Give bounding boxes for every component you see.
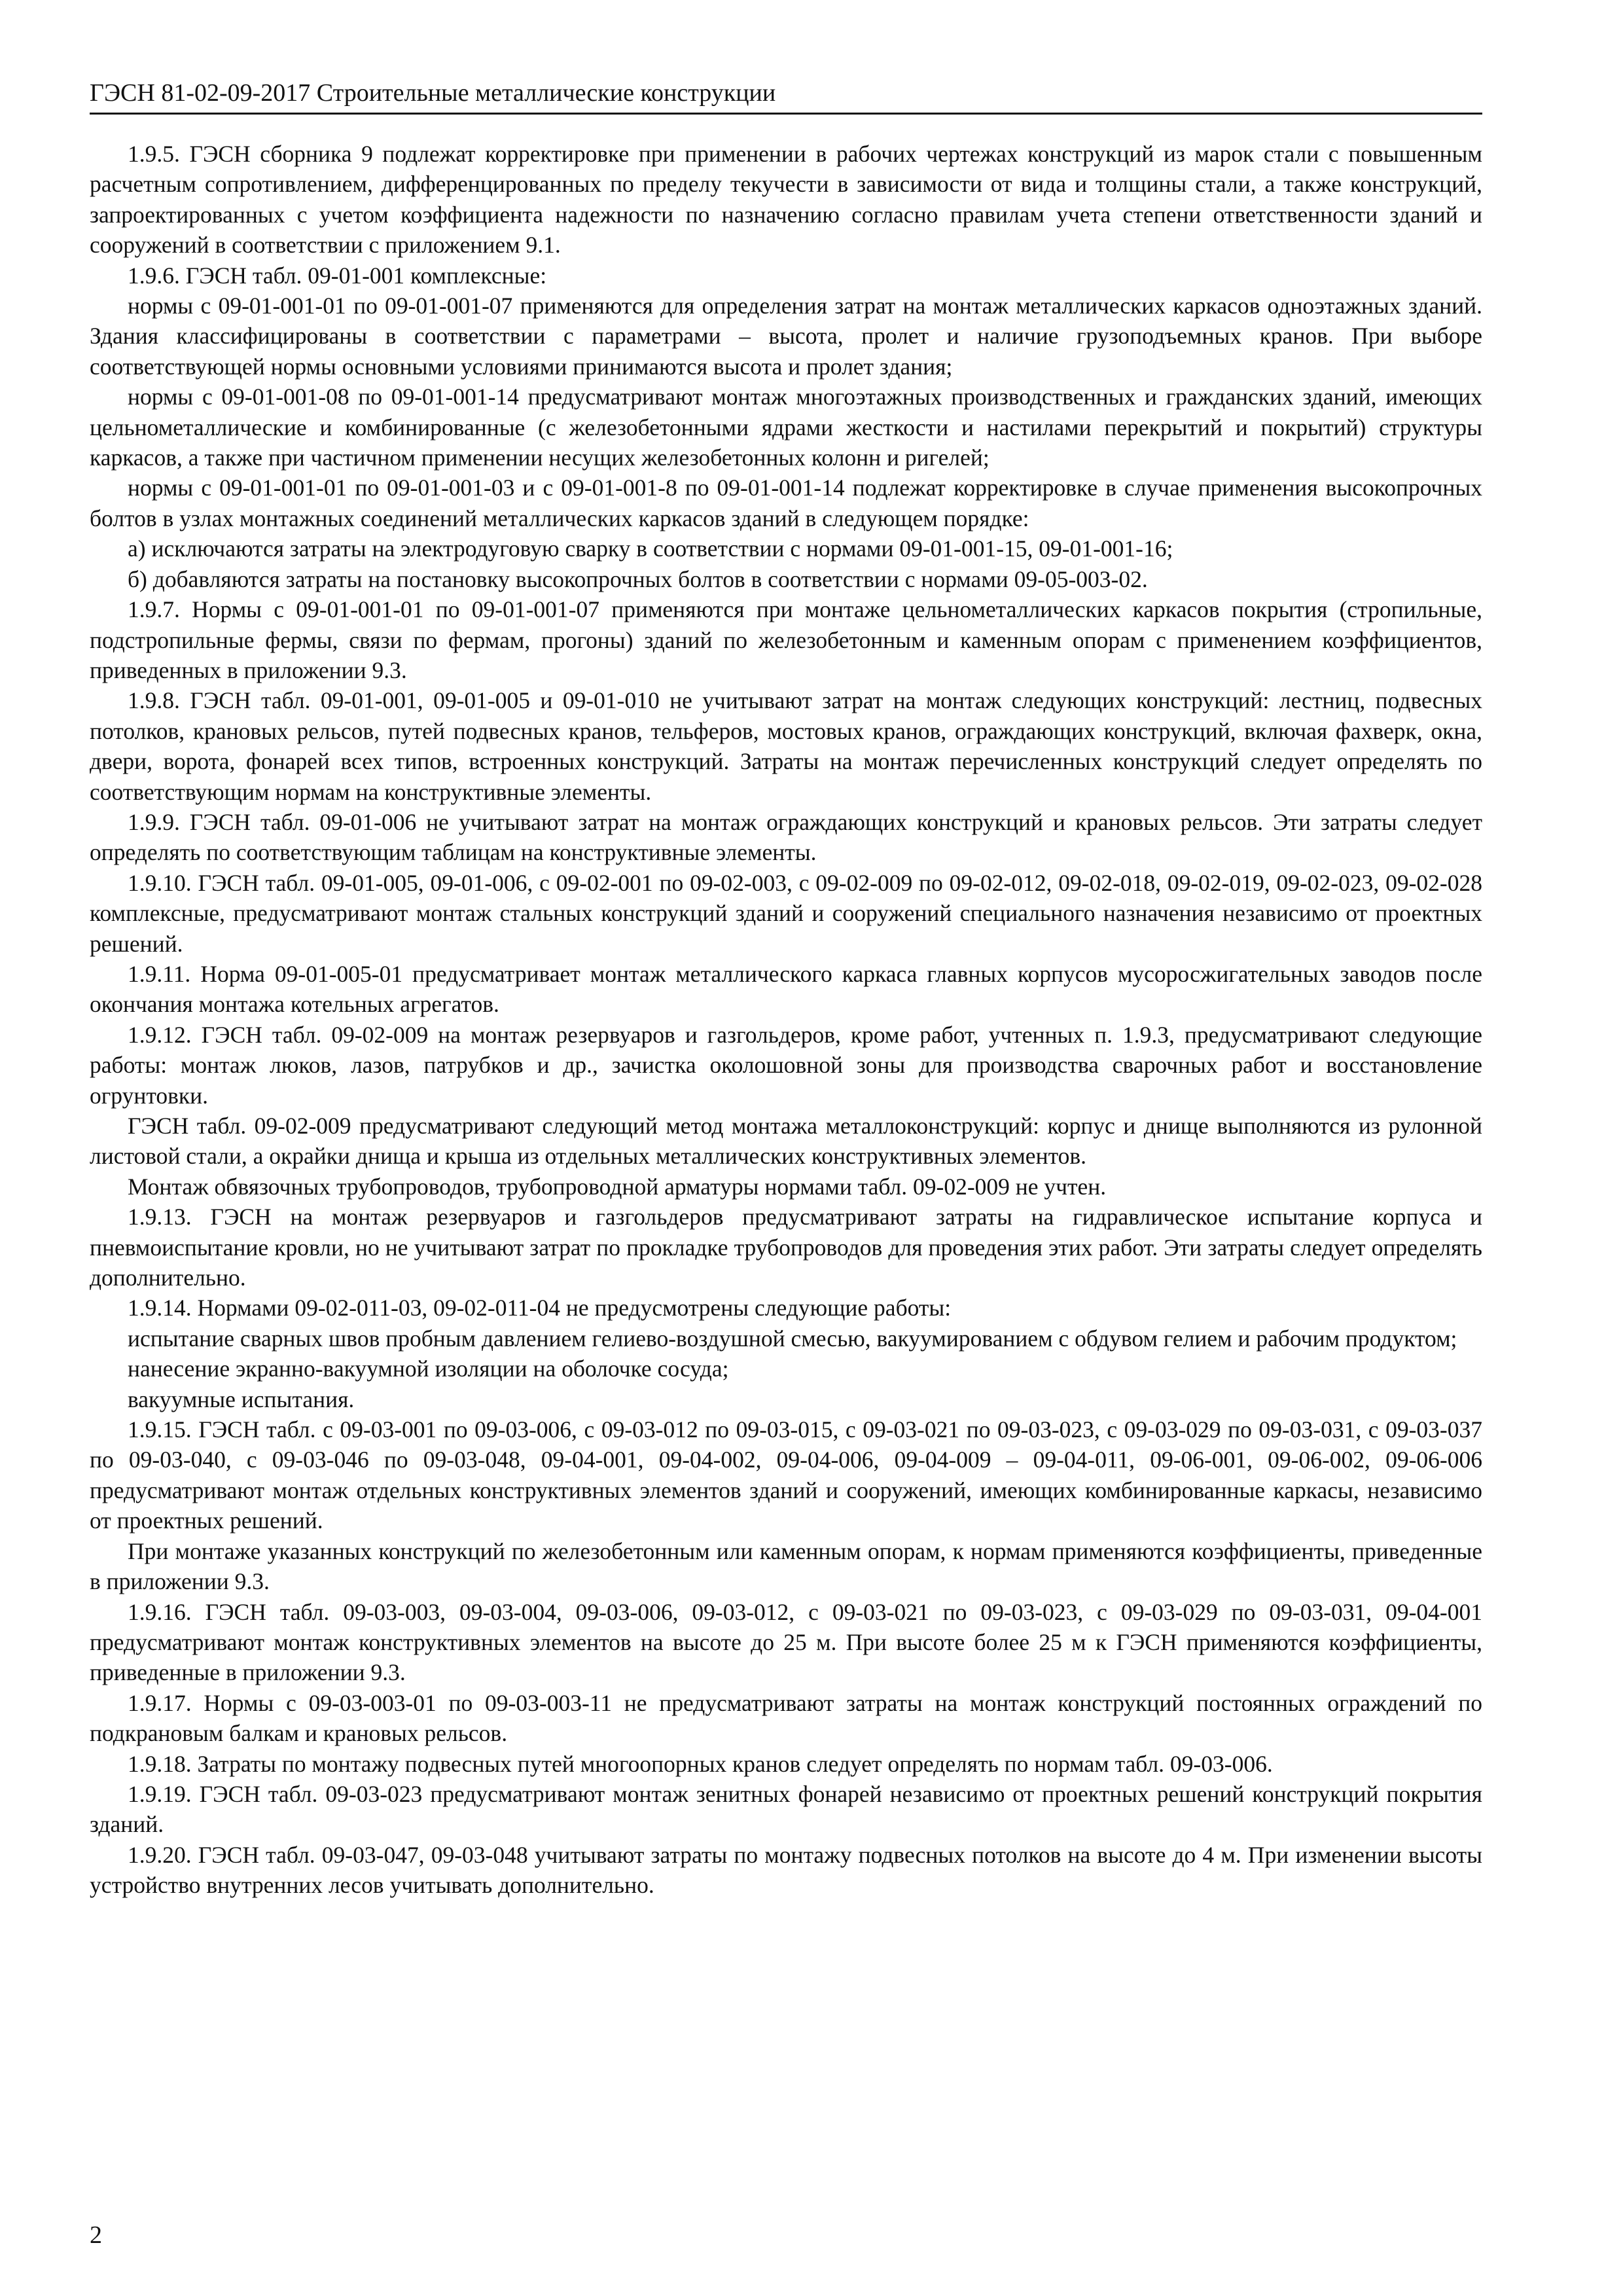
paragraph: ГЭСН табл. 09-02-009 предусматривают следующий метод монтажа металлоконструкций: корпус и днище выполняются из рулонной листовой стали, а окрайки днища и крыша из отдельных металлических конструктивных элементов. bbox=[90, 1113, 1482, 1170]
paragraph-1-9-15: 1.9.15. ГЭСН табл. с 09-03-001 по 09-03-006, с 09-03-012 по 09-03-015, с 09-03-021 по 09-03-023, с 09-03-029 по 09-03-031, с 09-03-037 по 09-03-040, с 09-03-046 по 09-03-048, 09-04-001, 09-04-002, 09-04-006, 09-04-009 – 09-04-011, 09-06-001, 09-06-002, 09-06-006 предусматривают монтаж отдельных конструктивных элементов зданий и сооружений, имеющих комбинированные каркасы, независимо от проектных решений. bbox=[90, 1416, 1482, 1534]
paragraph: нормы с 09-01-001-01 по 09-01-001-07 применяются для определения затрат на монтаж металлических каркасов одноэтажных зданий. Здания классифицированы в соответствии с параметрами – высота, пролет и наличие грузоподъемных кранов. При выборе соответствующей нормы основными условиями принимаются высота и пролет здания; bbox=[90, 293, 1482, 380]
body-text bbox=[90, 139, 1482, 1901]
paragraph-1-9-17: 1.9.17. Нормы с 09-03-003-01 по 09-03-003-11 не предусматривают затраты на монтаж конструкций постоянных ограждений по подкрановым балкам и крановых рельсов. bbox=[90, 1689, 1482, 1747]
paragraph-1-9-10: 1.9.10. ГЭСН табл. 09-01-005, 09-01-006, с 09-02-001 по 09-02-003, с 09-02-009 по 09-02-012, 09-02-018, 09-02-019, 09-02-023, 09-02-028 комплексные, предусматривают монтаж стальных конструкций зданий и сооружений специального назначения независимо от проектных решений. bbox=[90, 869, 1482, 957]
list-item: б) добавляются затраты на постановку высокопрочных болтов в соответствии с нормами 09-05-003-02. bbox=[128, 565, 1148, 592]
paragraph-1-9-5: 1.9.5. ГЭСН сборника 9 подлежат корректировке при применении в рабочих чертежах конструкций из марок стали с повышенным расчетным сопротивлением, дифференцированных по пределу текучести в зависимости от вида и толщины стали, а также конструкций, запроектированных с учетом коэффициента надежности по назначению согласно правилам учета степени ответственности зданий и сооружений в соответствии с приложением 9.1. bbox=[90, 141, 1482, 259]
list-item: а) исключаются затраты на электродуговую сварку в соответствии с нормами 09-01-001-15, 09-01-001-16; bbox=[128, 535, 1173, 562]
paragraph-1-9-16: 1.9.16. ГЭСН табл. 09-03-003, 09-03-004, 09-03-006, 09-03-012, с 09-03-021 по 09-03-023, с 09-03-029 по 09-03-031, 09-04-001 предусматривают монтаж конструктивных элементов на высоте до 25 м. При высоте более 25 м к ГЭСН применяются коэффициенты, приведенные в приложении 9.3. bbox=[90, 1598, 1482, 1686]
running-header: ГЭСН 81-02-09-2017 Строительные металлические конструкции bbox=[90, 77, 1482, 115]
page-number: 2 bbox=[90, 2221, 102, 2249]
paragraph-1-9-9: 1.9.9. ГЭСН табл. 09-01-006 не учитывают затрат на монтаж ограждающих конструкций и крановых рельсов. Эти затраты следует определять по соответствующим таблицам на конструктивные элементы. bbox=[90, 808, 1482, 866]
paragraph-1-9-7: 1.9.7. Нормы с 09-01-001-01 по 09-01-001-07 применяются при монтаже цельнометаллических каркасов покрытия (стропильные, подстропильные фермы, связи по фермам, прогоны) зданий по железобетонным и каменным опорам с применением коэффициентов, приведенных в приложении 9.3. bbox=[90, 596, 1482, 683]
list-item: нанесение экранно-вакуумной изоляции на оболочке сосуда; bbox=[128, 1355, 729, 1382]
paragraph-1-9-6: 1.9.6. ГЭСН табл. 09-01-001 комплексные: bbox=[128, 262, 547, 289]
list-item: вакуумные испытания. bbox=[128, 1386, 355, 1412]
paragraph: Монтаж обвязочных трубопроводов, трубопроводной арматуры нормами табл. 09-02-009 не учтен. bbox=[128, 1173, 1107, 1200]
list-item: испытание сварных швов пробным давлением гелиево-воздушной смесью, вакуумированием с обдувом гелием и рабочим продуктом; bbox=[128, 1325, 1457, 1352]
paragraph-1-9-12: 1.9.12. ГЭСН табл. 09-02-009 на монтаж резервуаров и газгольдеров, кроме работ, учтенных п. 1.9.3, предусматривают следующие работы: монтаж люков, лазов, патрубков и др., зачистка околошовной зоны для производства сварочных работ и восстановление огрунтовки. bbox=[90, 1021, 1482, 1109]
paragraph-1-9-14: 1.9.14. Нормами 09-02-011-03, 09-02-011-04 не предусмотрены следующие работы: bbox=[128, 1295, 952, 1321]
paragraph-1-9-11: 1.9.11. Норма 09-01-005-01 предусматривает монтаж металлического каркаса главных корпусов мусоросжигательных заводов после окончания монтажа котельных агрегатов. bbox=[90, 960, 1482, 1018]
paragraph: При монтаже указанных конструкций по железобетонным или каменным опорам, к нормам применяются коэффициенты, приведенные в приложении 9.3. bbox=[90, 1537, 1482, 1595]
paragraph-1-9-13: 1.9.13. ГЭСН на монтаж резервуаров и газгольдеров предусматривают затраты на гидравлическое испытание корпуса и пневмоиспытание кровли, но не учитывают затрат по прокладке трубопроводов для проведения этих работ. Эти затраты следует определять дополнительно. bbox=[90, 1204, 1482, 1291]
paragraph-1-9-20: 1.9.20. ГЭСН табл. 09-03-047, 09-03-048 учитывают затраты по монтажу подвесных потолков на высоте до 4 м. При изменении высоты устройство внутренних лесов учитывать дополнительно. bbox=[90, 1841, 1482, 1899]
paragraph-1-9-18: 1.9.18. Затраты по монтажу подвесных путей многоопорных кранов следует определять по нормам табл. 09-03-006. bbox=[128, 1750, 1273, 1777]
paragraph: нормы с 09-01-001-01 по 09-01-001-03 и с 09-01-001-8 по 09-01-001-14 подлежат корректировке в случае применения высокопрочных болтов в узлах монтажных соединений металлических каркасов зданий в следующем порядке: bbox=[90, 475, 1482, 531]
paragraph-1-9-19: 1.9.19. ГЭСН табл. 09-03-023 предусматривают монтаж зенитных фонарей независимо от проектных решений конструкций покрытия зданий. bbox=[90, 1780, 1482, 1838]
paragraph-1-9-8: 1.9.8. ГЭСН табл. 09-01-001, 09-01-005 и 09-01-010 не учитывают затрат на монтаж следующих конструкций: лестниц, подвесных потолков, крановых рельсов, путей подвесных кранов, тельферов, мостовых кранов, ограждающих конструкций, включая фахверк, окна, двери, ворота, фонарей всех типов, встроенных конструкций. Затраты на монтаж перечисленных конструкций следует определять по соответствующим нормам на конструктивные элементы. bbox=[90, 687, 1482, 805]
paragraph: нормы с 09-01-001-08 по 09-01-001-14 предусматривают монтаж многоэтажных производственных и гражданских зданий, имеющих цельнометаллические и комбинированные (с железобетонными ядрами жесткости и настилами перекрытий и покрытий) структуры каркасов, а также при частичном применении несущих железобетонных колонн и ригелей; bbox=[90, 384, 1482, 471]
